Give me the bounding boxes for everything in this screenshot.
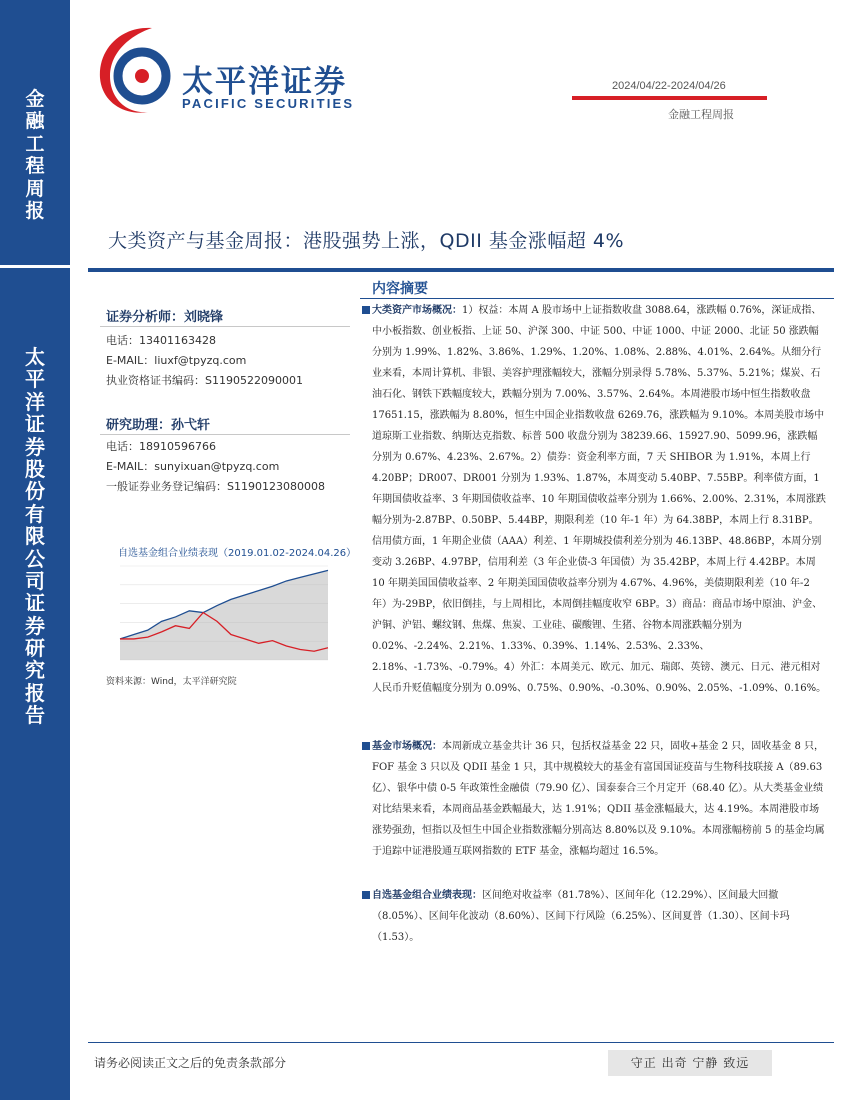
company-logo [90, 20, 380, 120]
bullet-icon [362, 306, 370, 314]
sidebar-top-label [0, 88, 70, 222]
sidebar-top-char: 工 [25, 132, 45, 155]
sidebar-bottom-char: 证 [25, 412, 45, 437]
sidebar-bottom-char: 证 [25, 591, 45, 616]
section-body: 区间绝对收益率（81.78%）、区间年化（12.29%）、区间最大回撤（8.05%）、区间年化波动（8.60%）、区间下行风险（6.25%）、区间夏普（1.30）、区间卡玛（1.53）。 [372, 890, 790, 943]
section-body: 1）权益：本周 A 股市场中上证指数收盘 3088.64，涨跌幅 0.76%，深证成指、中小板指数、创业板指、上证 50、沪深 300、中证 500、中证 1000、中证 2000、北证 50 涨跌幅分别为 1.99%、1.82%、3.86%、1.29%、1.20%、1.08%、2.88%、4.01%、2.64%。从细分行业来看，本周计算机、非银、美容护理涨幅较大，涨幅分别录得 5.78%、5.37%、5.21%；煤炭、石油石化、钢铁下跌幅度较大，跌幅分别为 7.00%、3.57%、2.64%。本周港股市场中恒生指数收盘 17651.15，涨跌幅为 8.80%，恒生中国企业指数收盘 6269.76，涨跌幅为 9.10%。本周美股市场中道琼斯工业指数、纳斯达克指数、标普 500 收盘分别为 38239.66、15927.90、5099.96，涨跌幅分别为 0.67%、4.23%、2.67%。2）债券：资金利率方面，7 天 SHIBOR 为 1.91%，本周上行 4.20BP；DR007、DR001 分别为 1.93%、1.87%，本周变动 5.40BP、7.55BP。利率债方面，1 年期国债收益率、3 年期国债收益率、10 年期国债收益率分别为 1.66%、2.00%、2.31%，本周涨跌幅分别为-2.87BP、0.50BP、5.44BP，期限利差（10 年-1 年）为 64.38BP，本周上行 8.31BP。信用债方面，1 年期企业债（AAA）利差、1 年期城投债利差分别为 46.13BP、48.86BP，本周分别变动 3.26BP、4.97BP，信用利差（3 年企业债-3 年国债）为 35.42BP，本周上行 4.42BP。本周 10 年期美国国债收益率、2 年期美国国债收益率分别为 4.67%、4.96%，美债期限利差（10 年-2 年）为-29BP，依旧倒挂，与上周相比，本周倒挂幅度收窄 6BP。3）商品：商品市场中原油、沪金、沪铜、沪铝、螺纹钢、焦煤、焦炭、工业硅、碳酸锂、生猪、谷物本周涨跌幅分别为 0.02%、-2.24%、2.21%、1.33%、0.39%、1.14%、2.53%、2.33%、2.18%、-1.73%、-0.79%。4）外汇：本周美元、欧元、加元、瑞郎、英镑、澳元、日元、港元相对人民币升贬值幅度分别为 0.09%、0.75%、0.90%、-0.30%、0.90%、2.05%、-1.09%、0.16%。 [372, 305, 827, 694]
sidebar-top [0, 0, 70, 265]
sidebar-top-char: 报 [25, 200, 45, 223]
chart-source: 资料来源：Wind，太平洋研究院 [106, 677, 237, 687]
sidebar-bottom-char: 券 [25, 434, 45, 459]
assistant-license: 一般证券业务登记编码：S1190123080008 [106, 480, 325, 493]
logo-emblem-icon [90, 20, 180, 120]
sidebar-top-char: 程 [25, 155, 45, 178]
chart-canvas [100, 560, 350, 670]
sidebar-bottom-char: 报 [25, 680, 45, 705]
title-divider [88, 268, 834, 272]
analyst-name: 证券分析师：刘晓锋 [106, 310, 224, 325]
sidebar-bottom-char: 券 [25, 613, 45, 638]
sidebar-top-char: 金 [25, 88, 45, 110]
sidebar-bottom-char: 究 [25, 658, 45, 683]
sidebar-bottom [0, 268, 70, 1100]
analyst-license: 执业资格证书编码：S1190522090001 [106, 374, 303, 387]
section-heading: 大类资产市场概况： [372, 305, 462, 316]
logo-chinese-name: 太平洋证券 [182, 64, 347, 100]
chart-title: 自选基金组合业绩表现（2019.01.02-2024.04.26） [118, 548, 357, 559]
footer-divider [88, 1042, 834, 1043]
analyst-email: E-MAIL：liuxf@tpyzq.com [106, 354, 247, 367]
sidebar-bottom-char: 平 [25, 367, 45, 392]
sidebar-bottom-char: 研 [25, 636, 45, 661]
sidebar-bottom-char: 告 [25, 703, 45, 728]
sidebar-bottom-char: 股 [25, 456, 45, 481]
bullet-icon [362, 742, 370, 750]
analyst-divider [100, 326, 350, 327]
section-body: 本周新成立基金共计 36 只，包括权益基金 22 只，固收+基金 2 只，固收基金 8 只，FOF 基金 3 只以及 QDII 基金 1 只，其中规模较大的基金有富国国证疫苗与生物科技联接 A（89.63 亿）、银华中债 0-5 年政策性金融债（79.90 亿）、国泰泰合三个月定开（68.40 亿）。从大类基金业绩对比结果来看，本周商品基金跌幅最大，达 1.91%；QDII 基金涨幅最大，达 4.19%。本周港股市场涨势强劲，恒指以及恒生中国企业指数涨幅分别高达 8.80%以及 9.10%。本周涨幅榜前 5 的基金均属于追踪中证港股通互联网指数的 ETF 基金，涨幅均超过 16.5%。 [372, 741, 825, 857]
footer-motto: 守正 出奇 宁静 致远 [608, 1050, 772, 1076]
performance-chart [100, 540, 357, 690]
sidebar-bottom-char: 太 [25, 345, 45, 369]
section-heading: 自选基金组合业绩表现： [372, 890, 482, 901]
sidebar-bottom-char: 份 [25, 479, 45, 504]
sidebar-top-char: 融 [25, 110, 45, 133]
assistant-phone: 电话：18910596766 [106, 440, 216, 453]
logo-english-name: PACIFIC SECURITIES [182, 96, 355, 111]
sidebar-bottom-char: 有 [25, 501, 45, 526]
sidebar-bottom-char: 洋 [25, 389, 45, 414]
bullet-icon [362, 891, 370, 899]
assistant-name: 研究助理：孙弋轩 [106, 418, 211, 433]
report-title: 大类资产与基金周报：港股强势上涨，QDII 基金涨幅超 4% [108, 230, 625, 252]
chart-area [120, 570, 328, 660]
sidebar-top-char: 周 [25, 177, 45, 200]
section-portfolio-performance [372, 885, 827, 948]
sidebar-bottom-char: 司 [25, 568, 45, 593]
abstract-divider [360, 298, 834, 299]
assistant-divider [100, 434, 350, 435]
header-accent-line [572, 96, 767, 100]
sidebar-bottom-char: 公 [25, 546, 45, 571]
sidebar-bottom-label [0, 346, 70, 727]
assistant-email: E-MAIL：sunyixuan@tpyzq.com [106, 460, 280, 473]
report-type: 金融工程周报 [668, 108, 734, 121]
footer-disclaimer: 请务必阅读正文之后的免责条款部分 [94, 1056, 287, 1070]
sidebar-bottom-char: 限 [25, 524, 45, 549]
analyst-phone: 电话：13401163428 [106, 334, 216, 347]
section-heading: 基金市场概况： [372, 741, 442, 752]
abstract-heading: 内容摘要 [372, 281, 428, 297]
report-date-range: 2024/04/22-2024/04/26 [612, 80, 726, 92]
section-fund-market [372, 736, 827, 862]
section-asset-market [372, 300, 827, 699]
